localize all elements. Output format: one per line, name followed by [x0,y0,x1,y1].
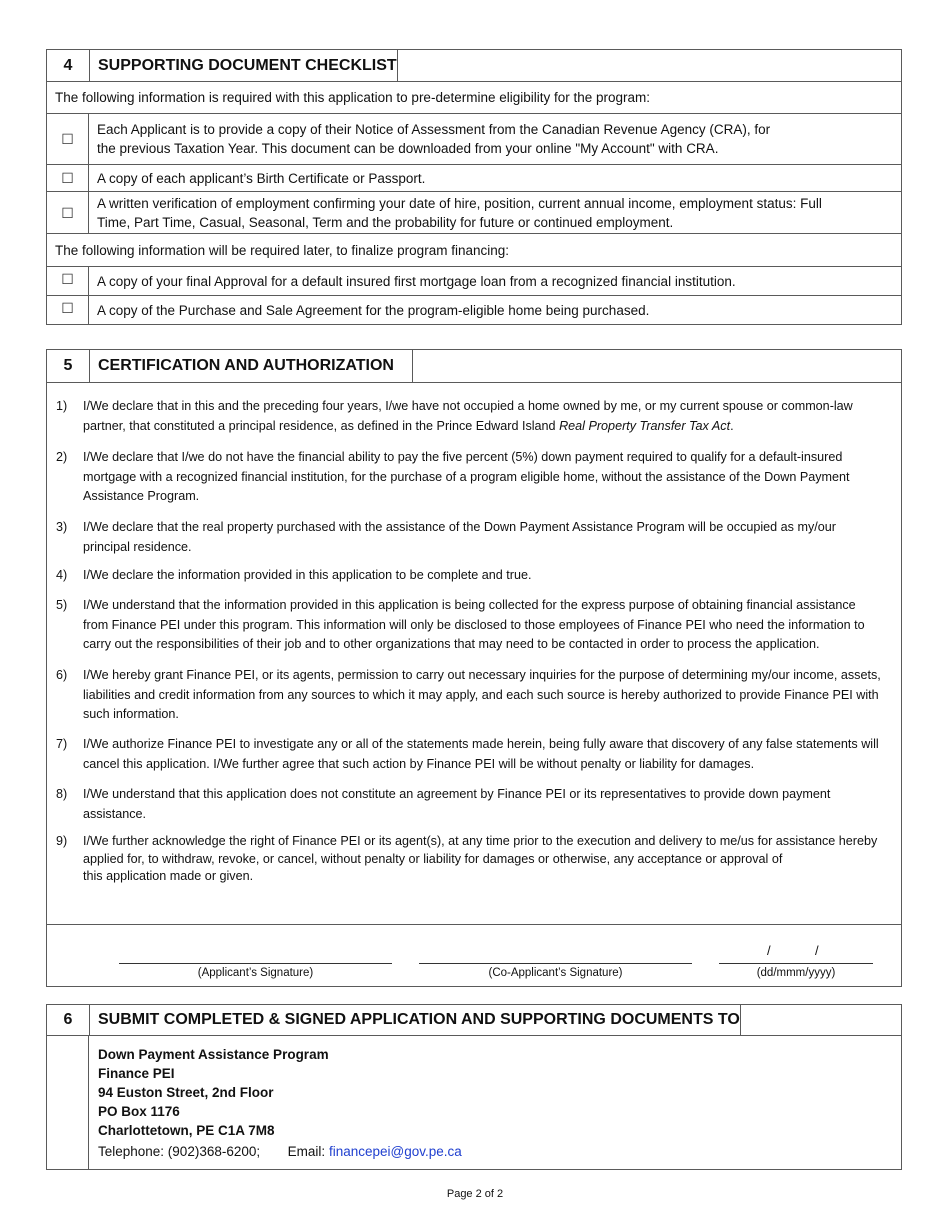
section-6-header [47,1005,901,1035]
date-separator: / [815,943,819,958]
email-label: Email: [287,1144,329,1159]
checklist-item: ☐ A written verification of employment confirming your date of hire, position, current annual income, employment status: Full Time, Part Time, Casual, Seasonal, Term and the probability for future or continued employment. [47,191,901,233]
checkbox[interactable]: ☐ [61,170,74,186]
submit-address-row [47,1035,901,1169]
address-line: PO Box 1176 [98,1104,180,1119]
checklist-later-intro: The following information will be required later, to finalize program financing: [47,233,901,266]
section-number: 4 [47,50,90,81]
date-label: (dd/mmm/yyyy) [756,967,836,979]
section-4 [46,49,902,325]
address-line: Down Payment Assistance Program [98,1047,329,1062]
section-number: 6 [47,1005,90,1035]
address-line: Finance PEI [98,1066,175,1081]
date-separator: / [767,943,771,958]
section-6 [46,1004,902,1170]
telephone: Telephone: (902)368-6200; [98,1144,261,1159]
contact-line [98,1141,462,1163]
checkbox[interactable]: ☐ [61,204,74,221]
section-title: SUBMIT COMPLETED & SIGNED APPLICATION AND SUPPORTING DOCUMENTS TO [90,1005,741,1035]
email-link[interactable]: financepei@gov.pe.ca [328,1144,462,1159]
checkbox[interactable]: ☐ [61,131,74,147]
applicant-signature-label: (Applicant’s Signature) [197,967,314,979]
section-number: 5 [47,350,90,382]
checklist-intro: The following information is required with this application to pre-determine eligibility for the program: [47,81,901,113]
section-5 [46,349,902,987]
section-5-header [47,350,901,382]
signature-area [47,924,901,986]
section-title: CERTIFICATION AND AUTHORIZATION [90,350,413,382]
section-title: SUPPORTING DOCUMENT CHECKLIST [90,50,398,81]
declarations-area: 1) I/We declare that in this and the preceding four years, I/we have not occupied a home owned by me, or my current spouse or common-law partner, that constituted a principal residence, as defined in the Prince Edward Island Real Property Transfer Tax Act. 2) I/We declare that I/we do not have the financial ability to pay the five percent (5%) down payment required to qualify for a default-insured mortgage with a recognized financial institution, for the purchase of a program eligible home, without the assistance of the Down Payment Assistance Program. 3) I/We declare that the real property purchased with the assistance of the Down Payment Assistance Program will be occupied as my/our principal residence. 4) I/We declare the information provided in this application to be complete and true. 5) I/We understand that the information provided in this application is being collected for the express purpose of obtaining financial assistance from Finance PEI under this program. This information will only be disclosed to those employees of Finance PEI who need the information to carry out the responsibilities of their job and to other organizations that may need to be contacted in order to process the application. 6) I/We hereby grant Finance PEI, or its agents, permission to carry out necessary inquiries for the purpose of determining my/our income, assets, liabilities and credit information from any sources to which it may apply, and each such source is hereby authorized to provide Finance PEI with such information. 7) I/We authorize Finance PEI to investigate any or all of the statements made herein, being fully aware that discovery of any false statements will cancel this application. I/We further agree that such action by Finance PEI will be without penalty or liability for damages. 8) I/We understand that this application does not constitute an agreement by Finance PEI or its representatives to provide down payment assistance. 9) I/We further acknowledge the right of Finance PEI or its agent(s), at any time prior to the execution and delivery to me/us for assistance hereby applied for, to withdraw, revoke, or cancel, without penalty or liability for damages or otherwise, any acceptance or approval of this application made or given. [47,382,901,924]
checklist-item: ☐ A copy of your final Approval for a default insured first mortgage loan from a recognized financial institution. [47,266,901,295]
checkbox[interactable]: ☐ [61,271,74,287]
page-number: Page 2 of 2 [446,1188,504,1200]
applicant-signature-line[interactable] [119,963,392,964]
checkbox[interactable]: ☐ [61,300,74,316]
checklist-item: ☐ A copy of the Purchase and Sale Agreement for the program-eligible home being purchased. [47,295,901,324]
co-applicant-signature-label: (Co-Applicant’s Signature) [488,967,623,979]
address-line: 94 Euston Street, 2nd Floor [98,1085,274,1100]
section-4-header [47,50,901,81]
checklist-item: ☐ Each Applicant is to provide a copy of their Notice of Assessment from the Canadian Revenue Agency (CRA), for the previous Taxation Year. This document can be downloaded from your online "My Account" with CRA. [47,113,901,164]
co-applicant-signature-line[interactable] [419,963,692,964]
checklist-item: ☐ A copy of each applicant’s Birth Certificate or Passport. [47,164,901,191]
date-line[interactable] [719,963,873,964]
address-line: Charlottetown, PE C1A 7M8 [98,1123,275,1138]
